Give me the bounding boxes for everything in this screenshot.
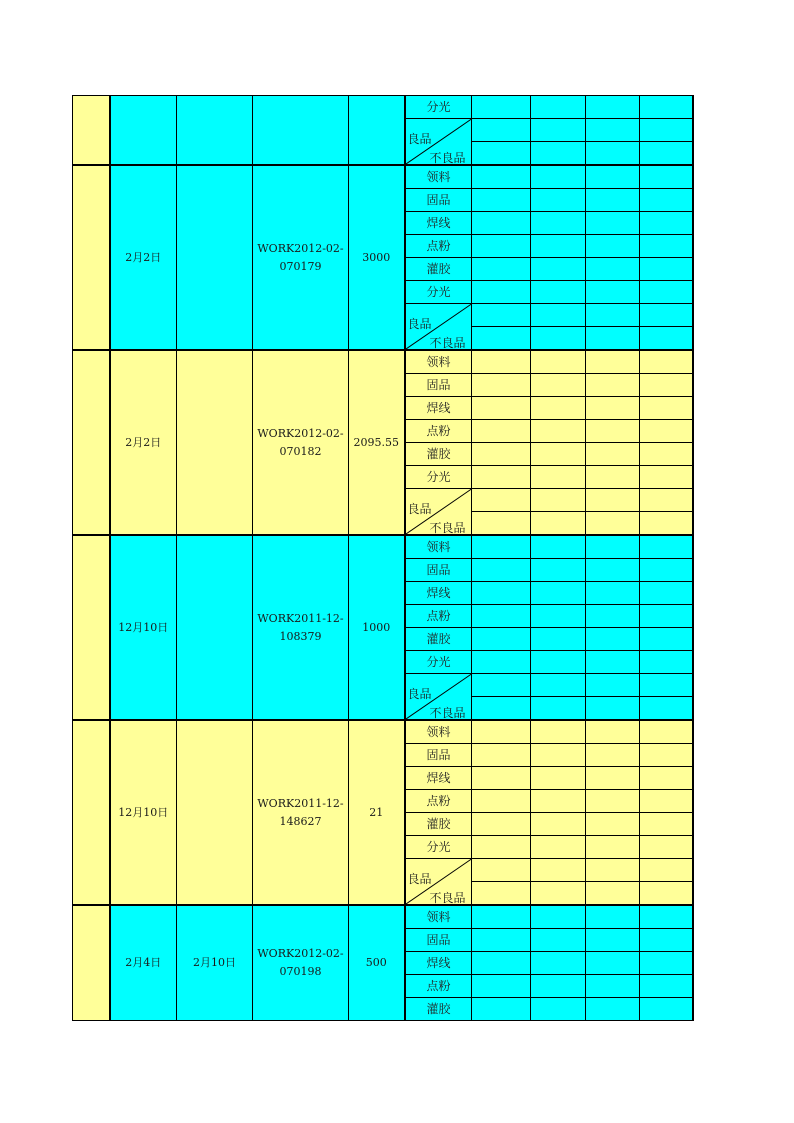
index-cell xyxy=(73,350,110,535)
data-cell[interactable] xyxy=(531,350,586,374)
data-cell[interactable] xyxy=(531,813,586,836)
data-cell[interactable] xyxy=(472,998,531,1021)
start-date-cell xyxy=(110,96,177,166)
data-cell[interactable] xyxy=(472,882,531,906)
data-cell[interactable] xyxy=(531,744,586,767)
data-cell[interactable] xyxy=(472,952,531,975)
data-cell[interactable] xyxy=(586,443,640,466)
data-cell[interactable] xyxy=(531,929,586,952)
data-cell[interactable] xyxy=(472,836,531,859)
data-cell[interactable] xyxy=(472,443,531,466)
data-cell[interactable] xyxy=(531,512,586,536)
data-cell[interactable] xyxy=(586,165,640,189)
data-cell[interactable] xyxy=(531,975,586,998)
data-cell[interactable] xyxy=(640,443,693,466)
work-order-cell xyxy=(253,905,349,1021)
start-date-cell: 12月10日 xyxy=(110,720,177,905)
data-cell[interactable] xyxy=(531,697,586,721)
data-cell[interactable] xyxy=(531,466,586,489)
index-cell xyxy=(73,535,110,720)
data-cell[interactable] xyxy=(586,767,640,790)
start-date-cell: 12月10日 xyxy=(110,535,177,720)
data-cell[interactable] xyxy=(531,767,586,790)
process-step-label: 灌胶 xyxy=(405,258,472,281)
data-cell[interactable] xyxy=(586,929,640,952)
process-step-label: 焊线 xyxy=(405,582,472,605)
bad-label: 不良品 xyxy=(429,336,466,350)
data-cell[interactable] xyxy=(472,350,531,374)
quality-split-label xyxy=(405,489,472,536)
data-cell[interactable] xyxy=(586,212,640,235)
data-cell[interactable] xyxy=(586,96,640,119)
data-cell[interactable] xyxy=(586,327,640,351)
data-cell[interactable] xyxy=(640,535,693,559)
data-cell[interactable] xyxy=(586,350,640,374)
data-cell[interactable] xyxy=(640,142,693,166)
data-cell[interactable] xyxy=(472,142,531,166)
data-cell[interactable] xyxy=(586,512,640,536)
process-step-label: 分光 xyxy=(405,96,472,119)
data-cell[interactable] xyxy=(472,420,531,443)
bad-label: 不良品 xyxy=(429,706,466,720)
data-cell[interactable] xyxy=(640,304,693,327)
data-cell[interactable] xyxy=(640,859,693,882)
data-cell[interactable] xyxy=(640,119,693,142)
data-cell[interactable] xyxy=(472,975,531,998)
data-cell[interactable] xyxy=(531,998,586,1021)
data-cell[interactable] xyxy=(472,559,531,582)
process-step-label: 焊线 xyxy=(405,952,472,975)
data-cell[interactable] xyxy=(640,327,693,351)
data-cell[interactable] xyxy=(640,281,693,304)
data-cell[interactable] xyxy=(640,512,693,536)
data-cell[interactable] xyxy=(640,466,693,489)
data-cell[interactable] xyxy=(586,628,640,651)
data-cell[interactable] xyxy=(586,535,640,559)
data-cell[interactable] xyxy=(640,96,693,119)
data-cell[interactable] xyxy=(472,212,531,235)
data-cell[interactable] xyxy=(472,304,531,327)
data-cell[interactable] xyxy=(531,235,586,258)
process-step-label: 领料 xyxy=(405,350,472,374)
data-cell[interactable] xyxy=(640,952,693,975)
data-cell[interactable] xyxy=(586,281,640,304)
data-cell[interactable] xyxy=(531,836,586,859)
process-step-label: 领料 xyxy=(405,905,472,929)
data-cell[interactable] xyxy=(586,420,640,443)
data-cell[interactable] xyxy=(531,304,586,327)
data-cell[interactable] xyxy=(531,559,586,582)
index-cell xyxy=(73,720,110,905)
data-cell[interactable] xyxy=(531,628,586,651)
data-cell[interactable] xyxy=(640,674,693,697)
data-cell[interactable] xyxy=(640,212,693,235)
work-order-number: 070179 xyxy=(279,259,322,273)
data-cell[interactable] xyxy=(586,466,640,489)
work-order-prefix: WORK2012-02- xyxy=(257,947,344,960)
process-step-label: 分光 xyxy=(405,466,472,489)
process-step-label: 点粉 xyxy=(405,790,472,813)
data-cell[interactable] xyxy=(640,836,693,859)
data-cell[interactable] xyxy=(472,397,531,420)
data-cell[interactable] xyxy=(472,929,531,952)
data-cell[interactable] xyxy=(531,674,586,697)
data-cell[interactable] xyxy=(640,813,693,836)
process-step-label: 灌胶 xyxy=(405,998,472,1021)
data-cell[interactable] xyxy=(640,790,693,813)
data-cell[interactable] xyxy=(640,744,693,767)
work-order-cell xyxy=(253,165,349,350)
quantity-cell: 2095.55 xyxy=(349,350,405,535)
work-order-number: 070182 xyxy=(279,444,322,458)
data-cell[interactable] xyxy=(586,905,640,929)
work-order-prefix: WORK2012-02- xyxy=(257,241,344,255)
data-cell[interactable] xyxy=(586,882,640,906)
work-order-prefix: WORK2011-12- xyxy=(257,796,344,810)
production-sheet xyxy=(72,95,694,1021)
quantity-cell: 3000 xyxy=(349,165,405,350)
data-cell[interactable] xyxy=(472,489,531,512)
data-cell[interactable] xyxy=(586,559,640,582)
data-cell[interactable] xyxy=(531,582,586,605)
process-step-label: 固品 xyxy=(405,374,472,397)
data-cell[interactable] xyxy=(586,605,640,628)
data-cell[interactable] xyxy=(640,998,693,1021)
data-cell[interactable] xyxy=(586,744,640,767)
data-cell[interactable] xyxy=(472,674,531,697)
data-cell[interactable] xyxy=(640,374,693,397)
process-step-label: 分光 xyxy=(405,651,472,674)
process-step-label: 点粉 xyxy=(405,975,472,998)
index-cell xyxy=(73,96,110,166)
index-cell xyxy=(73,165,110,350)
process-step-label: 领料 xyxy=(405,720,472,744)
data-cell[interactable] xyxy=(472,165,531,189)
end-date-cell xyxy=(177,350,253,535)
data-cell[interactable] xyxy=(472,813,531,836)
data-cell[interactable] xyxy=(586,374,640,397)
good-label: 良品 xyxy=(407,502,432,516)
data-cell[interactable] xyxy=(586,582,640,605)
data-cell[interactable] xyxy=(531,952,586,975)
process-step-label: 分光 xyxy=(405,281,472,304)
process-row xyxy=(73,905,693,929)
data-cell[interactable] xyxy=(640,258,693,281)
index-cell xyxy=(73,905,110,1021)
data-cell[interactable] xyxy=(531,420,586,443)
end-date-cell: 2月10日 xyxy=(177,905,253,1021)
data-cell[interactable] xyxy=(640,975,693,998)
data-cell[interactable] xyxy=(531,443,586,466)
data-cell[interactable] xyxy=(472,512,531,536)
process-step-label: 固品 xyxy=(405,929,472,952)
data-cell[interactable] xyxy=(531,720,586,744)
process-step-label: 领料 xyxy=(405,535,472,559)
start-date-cell: 2月2日 xyxy=(110,350,177,535)
process-step-label: 焊线 xyxy=(405,212,472,235)
work-order-cell xyxy=(253,535,349,720)
start-date-cell: 2月2日 xyxy=(110,165,177,350)
data-cell[interactable] xyxy=(640,697,693,721)
data-cell[interactable] xyxy=(586,674,640,697)
end-date-cell xyxy=(177,720,253,905)
data-cell[interactable] xyxy=(472,651,531,674)
quantity-cell xyxy=(349,96,405,166)
data-cell[interactable] xyxy=(472,258,531,281)
process-step-label: 焊线 xyxy=(405,767,472,790)
data-cell[interactable] xyxy=(531,281,586,304)
data-cell[interactable] xyxy=(586,790,640,813)
data-cell[interactable] xyxy=(586,119,640,142)
data-cell[interactable] xyxy=(586,258,640,281)
data-cell[interactable] xyxy=(586,235,640,258)
process-step-label: 分光 xyxy=(405,836,472,859)
process-row xyxy=(73,720,693,744)
data-cell[interactable] xyxy=(640,165,693,189)
process-step-label: 灌胶 xyxy=(405,628,472,651)
data-cell[interactable] xyxy=(472,535,531,559)
data-cell[interactable] xyxy=(531,327,586,351)
data-cell[interactable] xyxy=(640,628,693,651)
data-cell[interactable] xyxy=(472,720,531,744)
data-cell[interactable] xyxy=(586,998,640,1021)
start-date-cell: 2月4日 xyxy=(110,905,177,1021)
data-cell[interactable] xyxy=(531,142,586,166)
data-cell[interactable] xyxy=(640,720,693,744)
data-cell[interactable] xyxy=(472,790,531,813)
data-cell[interactable] xyxy=(472,744,531,767)
good-label: 良品 xyxy=(407,872,432,886)
data-cell[interactable] xyxy=(531,189,586,212)
data-cell[interactable] xyxy=(531,397,586,420)
quantity-cell: 1000 xyxy=(349,535,405,720)
data-cell[interactable] xyxy=(531,165,586,189)
data-cell[interactable] xyxy=(586,304,640,327)
good-label: 良品 xyxy=(407,687,432,701)
data-cell[interactable] xyxy=(472,697,531,721)
data-cell[interactable] xyxy=(640,350,693,374)
process-step-label: 点粉 xyxy=(405,420,472,443)
process-step-label: 固品 xyxy=(405,559,472,582)
data-cell[interactable] xyxy=(640,489,693,512)
data-cell[interactable] xyxy=(586,952,640,975)
data-cell[interactable] xyxy=(472,628,531,651)
data-cell[interactable] xyxy=(586,142,640,166)
data-cell[interactable] xyxy=(531,96,586,119)
process-row xyxy=(73,350,693,374)
quality-split-label xyxy=(405,304,472,351)
process-step-label: 点粉 xyxy=(405,235,472,258)
data-cell[interactable] xyxy=(472,374,531,397)
data-cell[interactable] xyxy=(531,605,586,628)
process-step-label: 灌胶 xyxy=(405,813,472,836)
data-cell[interactable] xyxy=(531,651,586,674)
data-cell[interactable] xyxy=(586,859,640,882)
quantity-cell: 21 xyxy=(349,720,405,905)
bad-label: 不良品 xyxy=(429,151,466,165)
quality-split-label xyxy=(405,859,472,906)
data-cell[interactable] xyxy=(472,281,531,304)
data-cell[interactable] xyxy=(640,651,693,674)
data-cell[interactable] xyxy=(640,420,693,443)
data-cell[interactable] xyxy=(531,489,586,512)
data-cell[interactable] xyxy=(640,582,693,605)
work-order-number: 070198 xyxy=(279,965,322,978)
data-cell[interactable] xyxy=(640,397,693,420)
data-cell[interactable] xyxy=(472,859,531,882)
quality-split-label xyxy=(405,119,472,166)
work-order-cell xyxy=(253,96,349,166)
data-cell[interactable] xyxy=(640,767,693,790)
data-cell[interactable] xyxy=(586,697,640,721)
data-cell[interactable] xyxy=(472,119,531,142)
data-cell[interactable] xyxy=(531,212,586,235)
end-date-cell xyxy=(177,535,253,720)
data-cell[interactable] xyxy=(472,235,531,258)
data-cell[interactable] xyxy=(586,189,640,212)
process-step-label: 点粉 xyxy=(405,605,472,628)
process-step-label: 固品 xyxy=(405,189,472,212)
data-cell[interactable] xyxy=(472,327,531,351)
data-cell[interactable] xyxy=(586,975,640,998)
data-cell[interactable] xyxy=(586,651,640,674)
data-cell[interactable] xyxy=(472,582,531,605)
process-step-label: 固品 xyxy=(405,744,472,767)
data-cell[interactable] xyxy=(472,466,531,489)
bad-label: 不良品 xyxy=(429,521,466,535)
data-cell[interactable] xyxy=(586,836,640,859)
data-cell[interactable] xyxy=(472,189,531,212)
good-label: 良品 xyxy=(407,317,432,331)
data-cell[interactable] xyxy=(586,813,640,836)
data-cell[interactable] xyxy=(640,189,693,212)
process-row xyxy=(73,165,693,189)
data-cell[interactable] xyxy=(531,535,586,559)
data-cell[interactable] xyxy=(531,790,586,813)
data-cell[interactable] xyxy=(586,720,640,744)
data-cell[interactable] xyxy=(586,489,640,512)
good-label: 良品 xyxy=(407,132,432,146)
data-cell[interactable] xyxy=(531,882,586,906)
data-cell[interactable] xyxy=(531,374,586,397)
quantity-cell: 500 xyxy=(349,905,405,1021)
data-cell[interactable] xyxy=(472,905,531,929)
work-order-prefix: WORK2011-12- xyxy=(257,611,344,625)
bad-label: 不良品 xyxy=(429,891,466,905)
data-cell[interactable] xyxy=(640,929,693,952)
data-cell[interactable] xyxy=(531,905,586,929)
work-order-cell xyxy=(253,720,349,905)
work-order-cell xyxy=(253,350,349,535)
work-order-number: 108379 xyxy=(279,629,322,643)
data-cell[interactable] xyxy=(531,119,586,142)
data-cell[interactable] xyxy=(531,258,586,281)
data-cell[interactable] xyxy=(640,882,693,906)
process-step-label: 焊线 xyxy=(405,397,472,420)
data-cell[interactable] xyxy=(472,767,531,790)
work-order-prefix: WORK2012-02- xyxy=(257,426,344,440)
data-cell[interactable] xyxy=(640,235,693,258)
data-cell[interactable] xyxy=(472,605,531,628)
process-step-label: 灌胶 xyxy=(405,443,472,466)
process-row xyxy=(73,96,693,119)
quality-split-label xyxy=(405,674,472,721)
process-row xyxy=(73,535,693,559)
data-cell[interactable] xyxy=(472,96,531,119)
data-cell[interactable] xyxy=(531,859,586,882)
data-cell[interactable] xyxy=(640,905,693,929)
work-order-number: 148627 xyxy=(279,814,322,828)
data-cell[interactable] xyxy=(640,605,693,628)
end-date-cell xyxy=(177,165,253,350)
end-date-cell xyxy=(177,96,253,166)
process-step-label: 领料 xyxy=(405,165,472,189)
data-cell[interactable] xyxy=(586,397,640,420)
data-cell[interactable] xyxy=(640,559,693,582)
